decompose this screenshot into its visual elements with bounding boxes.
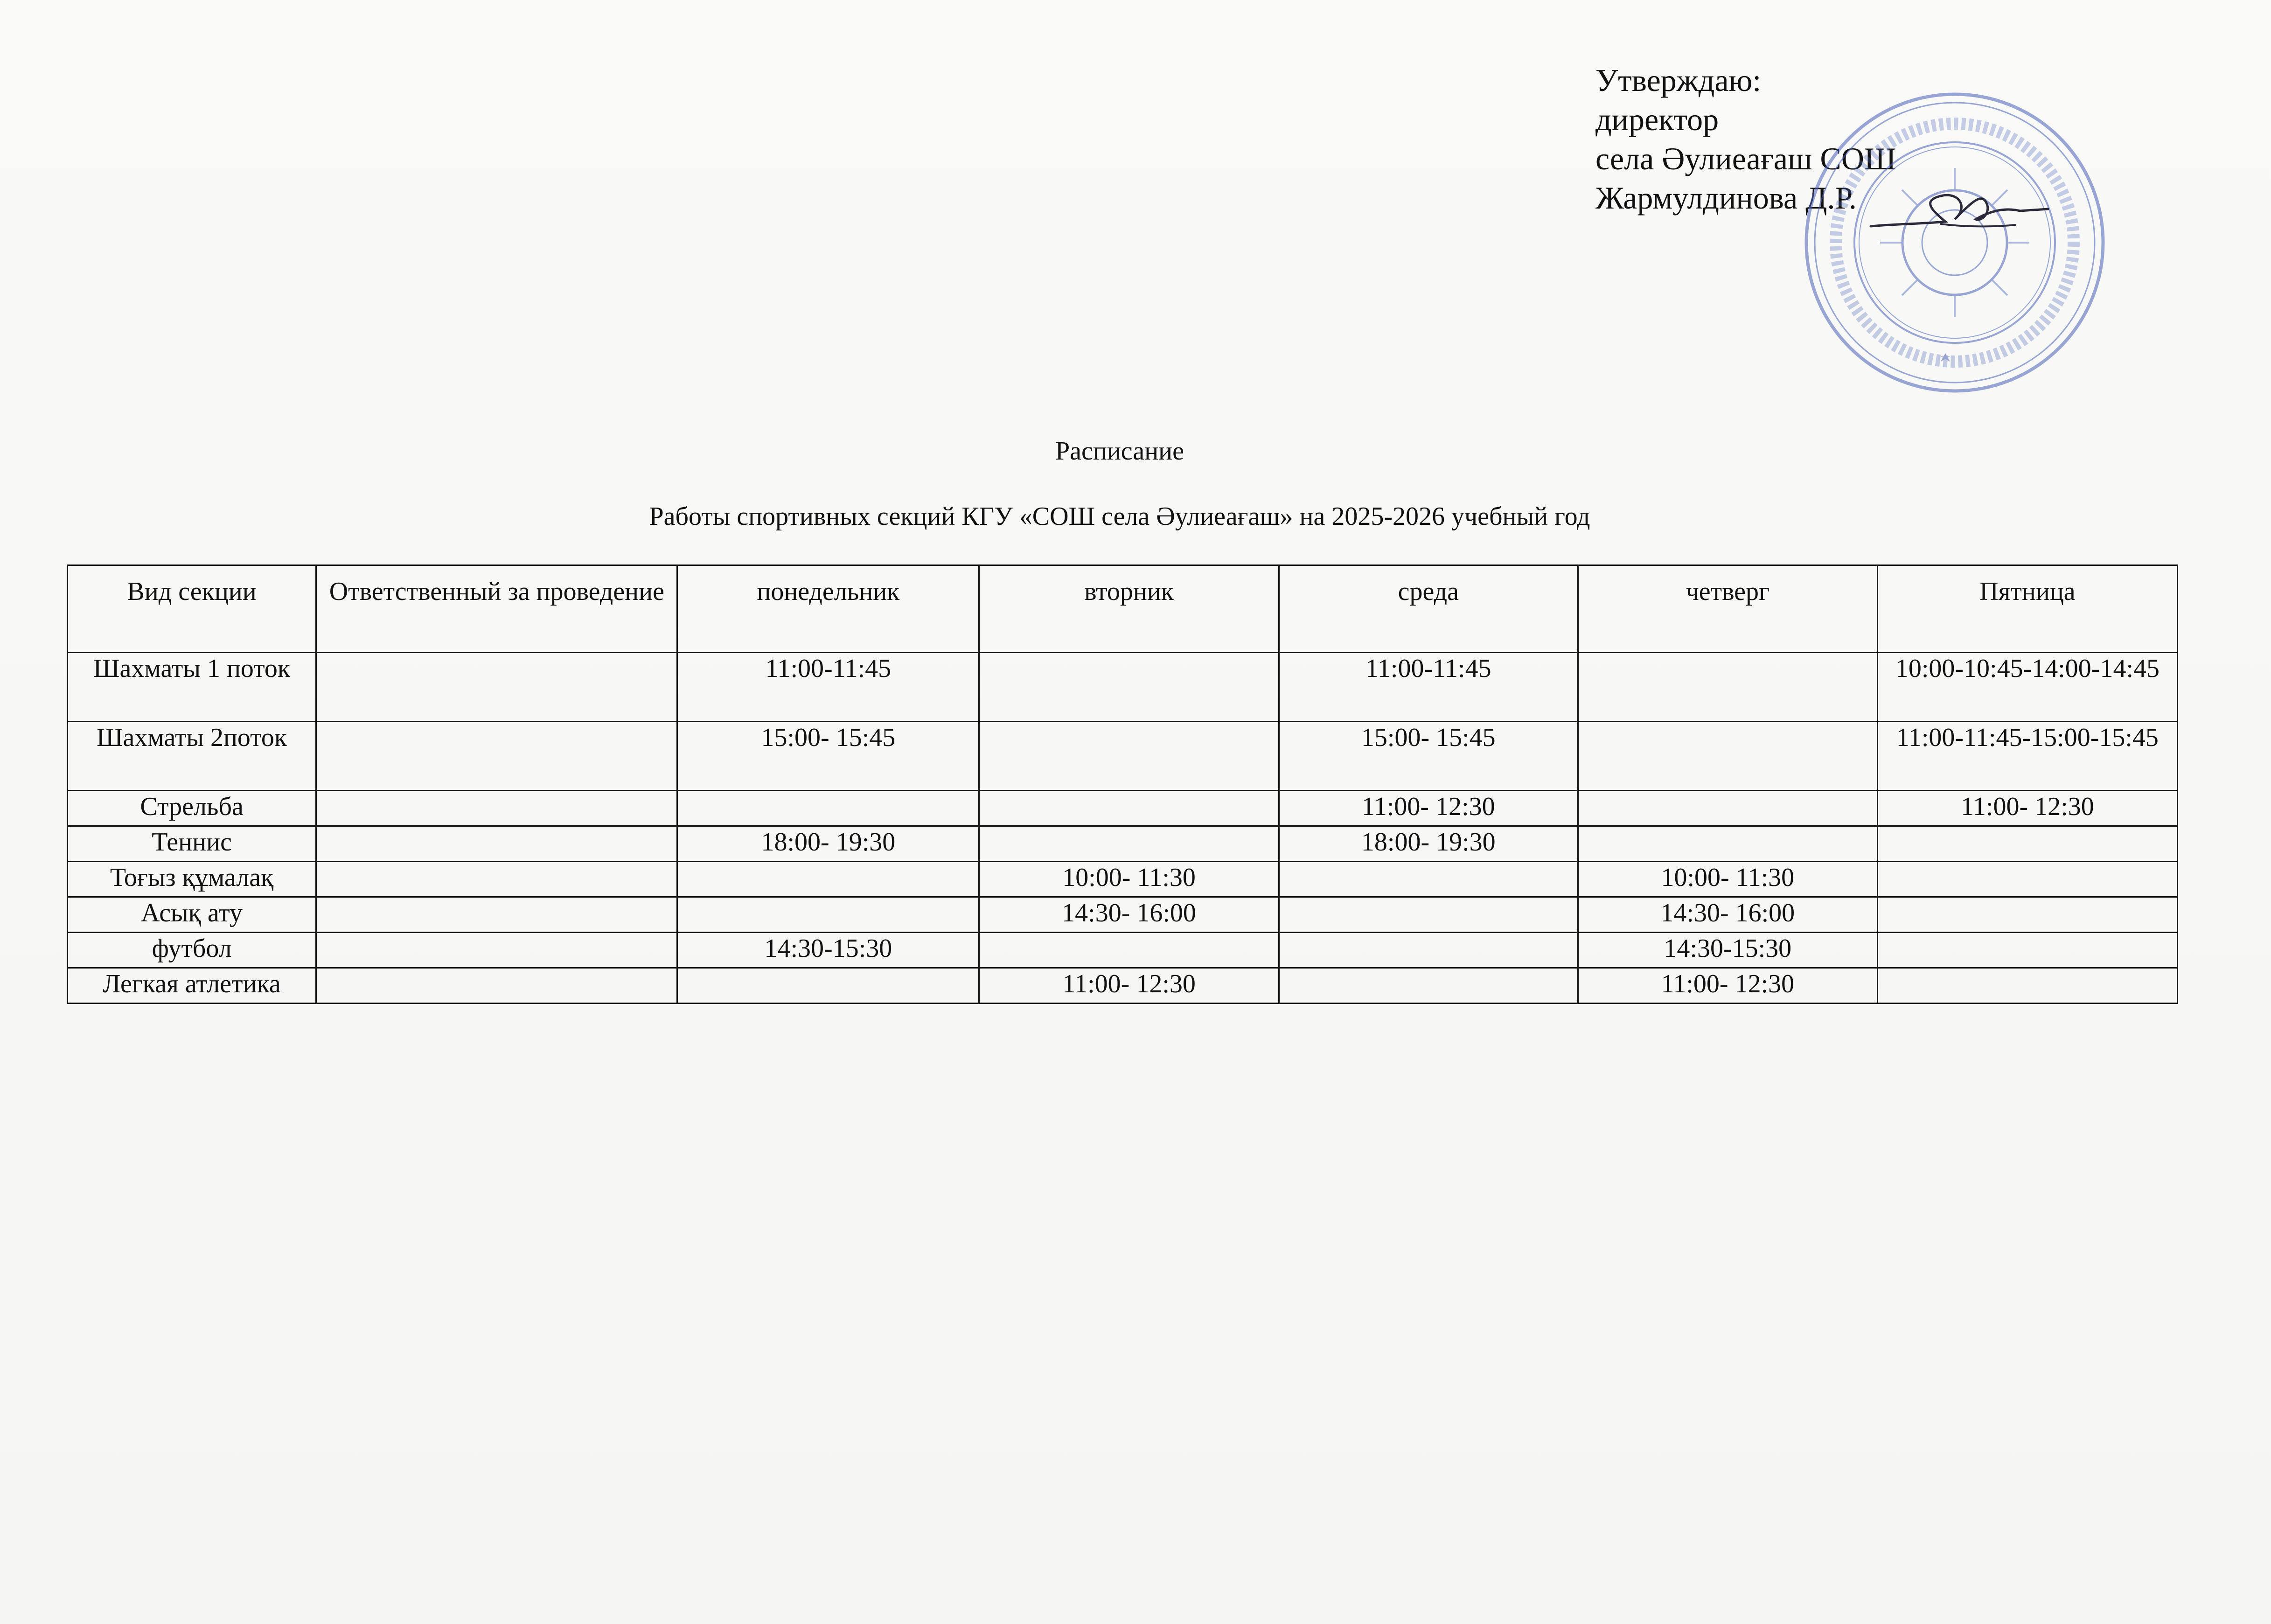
approval-line-3: села Әулиеағаш СОШ xyxy=(1595,141,1896,176)
cell-tuesday xyxy=(979,791,1279,826)
cell-wednesday: 11:00- 12:30 xyxy=(1279,791,1578,826)
cell-tuesday xyxy=(979,933,1279,968)
cell-friday xyxy=(1877,897,2177,933)
cell-thursday xyxy=(1578,653,1877,722)
approval-line-1: Утверждаю: xyxy=(1595,63,1762,98)
table-row xyxy=(68,722,2178,791)
cell-tuesday xyxy=(979,722,1279,791)
cell-monday xyxy=(677,897,979,933)
cell-tuesday: 14:30- 16:00 xyxy=(979,897,1279,933)
header-friday: Пятница xyxy=(1877,565,2177,653)
cell-friday xyxy=(1877,933,2177,968)
cell-thursday: 14:30-15:30 xyxy=(1578,933,1877,968)
cell-wednesday: 18:00- 19:30 xyxy=(1279,826,1578,862)
approval-line-4: Жармулдинова Д.Р. xyxy=(1595,180,1857,216)
header-thursday: четверг xyxy=(1578,565,1877,653)
cell-responsible xyxy=(316,722,677,791)
cell-friday xyxy=(1877,826,2177,862)
document-subtitle: Работы спортивных секций КГУ «СОШ села Әулиеағаш» на 2025-2026 учебный год xyxy=(649,502,1590,531)
cell-tuesday xyxy=(979,653,1279,722)
header-responsible: Ответственный за проведение xyxy=(316,565,677,653)
cell-monday: 18:00- 19:30 xyxy=(677,826,979,862)
cell-responsible xyxy=(316,897,677,933)
cell-tuesday: 11:00- 12:30 xyxy=(979,968,1279,1004)
cell-section: Легкая атлетика xyxy=(68,968,316,1004)
cell-section: футбол xyxy=(68,933,316,968)
cell-friday: 11:00- 12:30 xyxy=(1877,791,2177,826)
approval-line-2: директор xyxy=(1595,102,1719,137)
schedule-table xyxy=(67,565,2178,1004)
cell-responsible xyxy=(316,791,677,826)
cell-monday: 15:00- 15:45 xyxy=(677,722,979,791)
cell-wednesday: 11:00-11:45 xyxy=(1279,653,1578,722)
table-row xyxy=(68,826,2178,862)
cell-tuesday: 10:00- 11:30 xyxy=(979,862,1279,897)
header-tuesday: вторник xyxy=(979,565,1279,653)
table-row xyxy=(68,653,2178,722)
cell-friday xyxy=(1877,968,2177,1004)
cell-section: Тоғыз құмалақ xyxy=(68,862,316,897)
cell-section: Шахматы 2поток xyxy=(68,722,316,791)
cell-wednesday xyxy=(1279,968,1578,1004)
header-wednesday: среда xyxy=(1279,565,1578,653)
cell-friday: 11:00-11:45-15:00-15:45 xyxy=(1877,722,2177,791)
cell-monday: 11:00-11:45 xyxy=(677,653,979,722)
cell-section: Асық ату xyxy=(68,897,316,933)
cell-responsible xyxy=(316,968,677,1004)
cell-thursday xyxy=(1578,722,1877,791)
cell-thursday xyxy=(1578,791,1877,826)
cell-responsible xyxy=(316,933,677,968)
cell-thursday: 14:30- 16:00 xyxy=(1578,897,1877,933)
table-header-row xyxy=(68,565,2178,653)
cell-tuesday xyxy=(979,826,1279,862)
cell-monday xyxy=(677,791,979,826)
document-title: Расписание xyxy=(1055,437,1184,466)
cell-thursday xyxy=(1578,826,1877,862)
cell-monday: 14:30-15:30 xyxy=(677,933,979,968)
cell-wednesday xyxy=(1279,897,1578,933)
cell-responsible xyxy=(316,862,677,897)
header-monday: понедельник xyxy=(677,565,979,653)
official-stamp xyxy=(1801,89,2109,397)
cell-thursday: 11:00- 12:30 xyxy=(1578,968,1877,1004)
header-section: Вид секции xyxy=(68,565,316,653)
table-row xyxy=(68,968,2178,1004)
table-row xyxy=(68,933,2178,968)
cell-responsible xyxy=(316,826,677,862)
table-row xyxy=(68,791,2178,826)
director-signature xyxy=(1866,182,2053,243)
cell-responsible xyxy=(316,653,677,722)
cell-section: Теннис xyxy=(68,826,316,862)
cell-section: Шахматы 1 поток xyxy=(68,653,316,722)
cell-section: Стрельба xyxy=(68,791,316,826)
cell-wednesday xyxy=(1279,862,1578,897)
cell-monday xyxy=(677,968,979,1004)
cell-monday xyxy=(677,862,979,897)
table-row xyxy=(68,862,2178,897)
cell-friday xyxy=(1877,862,2177,897)
table-row xyxy=(68,897,2178,933)
cell-wednesday xyxy=(1279,933,1578,968)
cell-thursday: 10:00- 11:30 xyxy=(1578,862,1877,897)
cell-wednesday: 15:00- 15:45 xyxy=(1279,722,1578,791)
cell-friday: 10:00-10:45-14:00-14:45 xyxy=(1877,653,2177,722)
